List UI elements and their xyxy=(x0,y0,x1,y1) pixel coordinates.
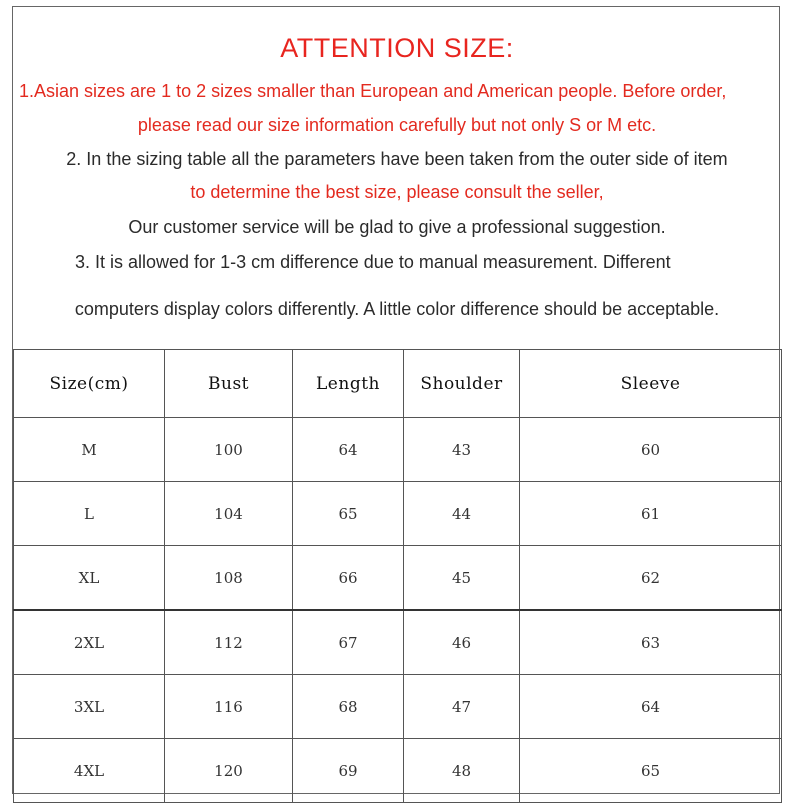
cell-bust: 104 xyxy=(165,482,293,546)
cell-bust: 108 xyxy=(165,546,293,611)
cell-bust: 116 xyxy=(165,675,293,739)
size-chart-frame xyxy=(12,6,780,794)
cell-length: 65 xyxy=(293,482,404,546)
table-row xyxy=(14,739,782,803)
notice-line-7: computers display colors differently. A little color difference should be acceptable. xyxy=(74,299,720,319)
cell-length: 68 xyxy=(293,675,404,739)
cell-length: 66 xyxy=(293,546,404,611)
header-bust: Bust xyxy=(165,350,293,418)
notice-title: ATTENTION SIZE: xyxy=(280,33,514,63)
cell-bust: 100 xyxy=(165,418,293,482)
cell-shoulder: 46 xyxy=(404,610,520,675)
size-table xyxy=(13,349,782,803)
notice-line-2: please read our size information carefully but not only S or M etc. xyxy=(137,115,657,135)
cell-sleeve: 62 xyxy=(520,546,782,611)
table-header-row xyxy=(14,350,782,418)
cell-shoulder: 47 xyxy=(404,675,520,739)
table-row xyxy=(14,546,782,611)
size-notice xyxy=(13,7,781,349)
notice-line-5: Our customer service will be glad to give a professional suggestion. xyxy=(128,217,666,237)
notice-line-6: 3. It is allowed for 1-3 cm difference due to manual measurement. Different xyxy=(75,252,671,272)
header-shoulder: Shoulder xyxy=(404,350,520,418)
header-size: Size(cm) xyxy=(14,350,165,418)
table-row xyxy=(14,418,782,482)
cell-sleeve: 60 xyxy=(520,418,782,482)
table-row xyxy=(14,610,782,675)
cell-shoulder: 44 xyxy=(404,482,520,546)
table-row xyxy=(14,482,782,546)
cell-bust: 120 xyxy=(165,739,293,803)
cell-sleeve: 63 xyxy=(520,610,782,675)
cell-size: 3XL xyxy=(14,675,165,739)
cell-size: L xyxy=(14,482,165,546)
cell-sleeve: 65 xyxy=(520,739,782,803)
notice-line-1: 1.Asian sizes are 1 to 2 sizes smaller than European and American people. Before order, xyxy=(19,81,727,101)
cell-size: XL xyxy=(14,546,165,611)
header-sleeve: Sleeve xyxy=(520,350,782,418)
cell-size: 2XL xyxy=(14,610,165,675)
cell-sleeve: 64 xyxy=(520,675,782,739)
cell-shoulder: 43 xyxy=(404,418,520,482)
cell-length: 67 xyxy=(293,610,404,675)
cell-bust: 112 xyxy=(165,610,293,675)
cell-sleeve: 61 xyxy=(520,482,782,546)
notice-line-4: to determine the best size, please consult the seller, xyxy=(190,182,604,202)
cell-shoulder: 48 xyxy=(404,739,520,803)
notice-line-3: 2. In the sizing table all the parameters have been taken from the outer side of item xyxy=(66,149,728,169)
cell-length: 64 xyxy=(293,418,404,482)
cell-length: 69 xyxy=(293,739,404,803)
table-row xyxy=(14,675,782,739)
cell-size: 4XL xyxy=(14,739,165,803)
header-length: Length xyxy=(293,350,404,418)
cell-size: M xyxy=(14,418,165,482)
cell-shoulder: 45 xyxy=(404,546,520,611)
